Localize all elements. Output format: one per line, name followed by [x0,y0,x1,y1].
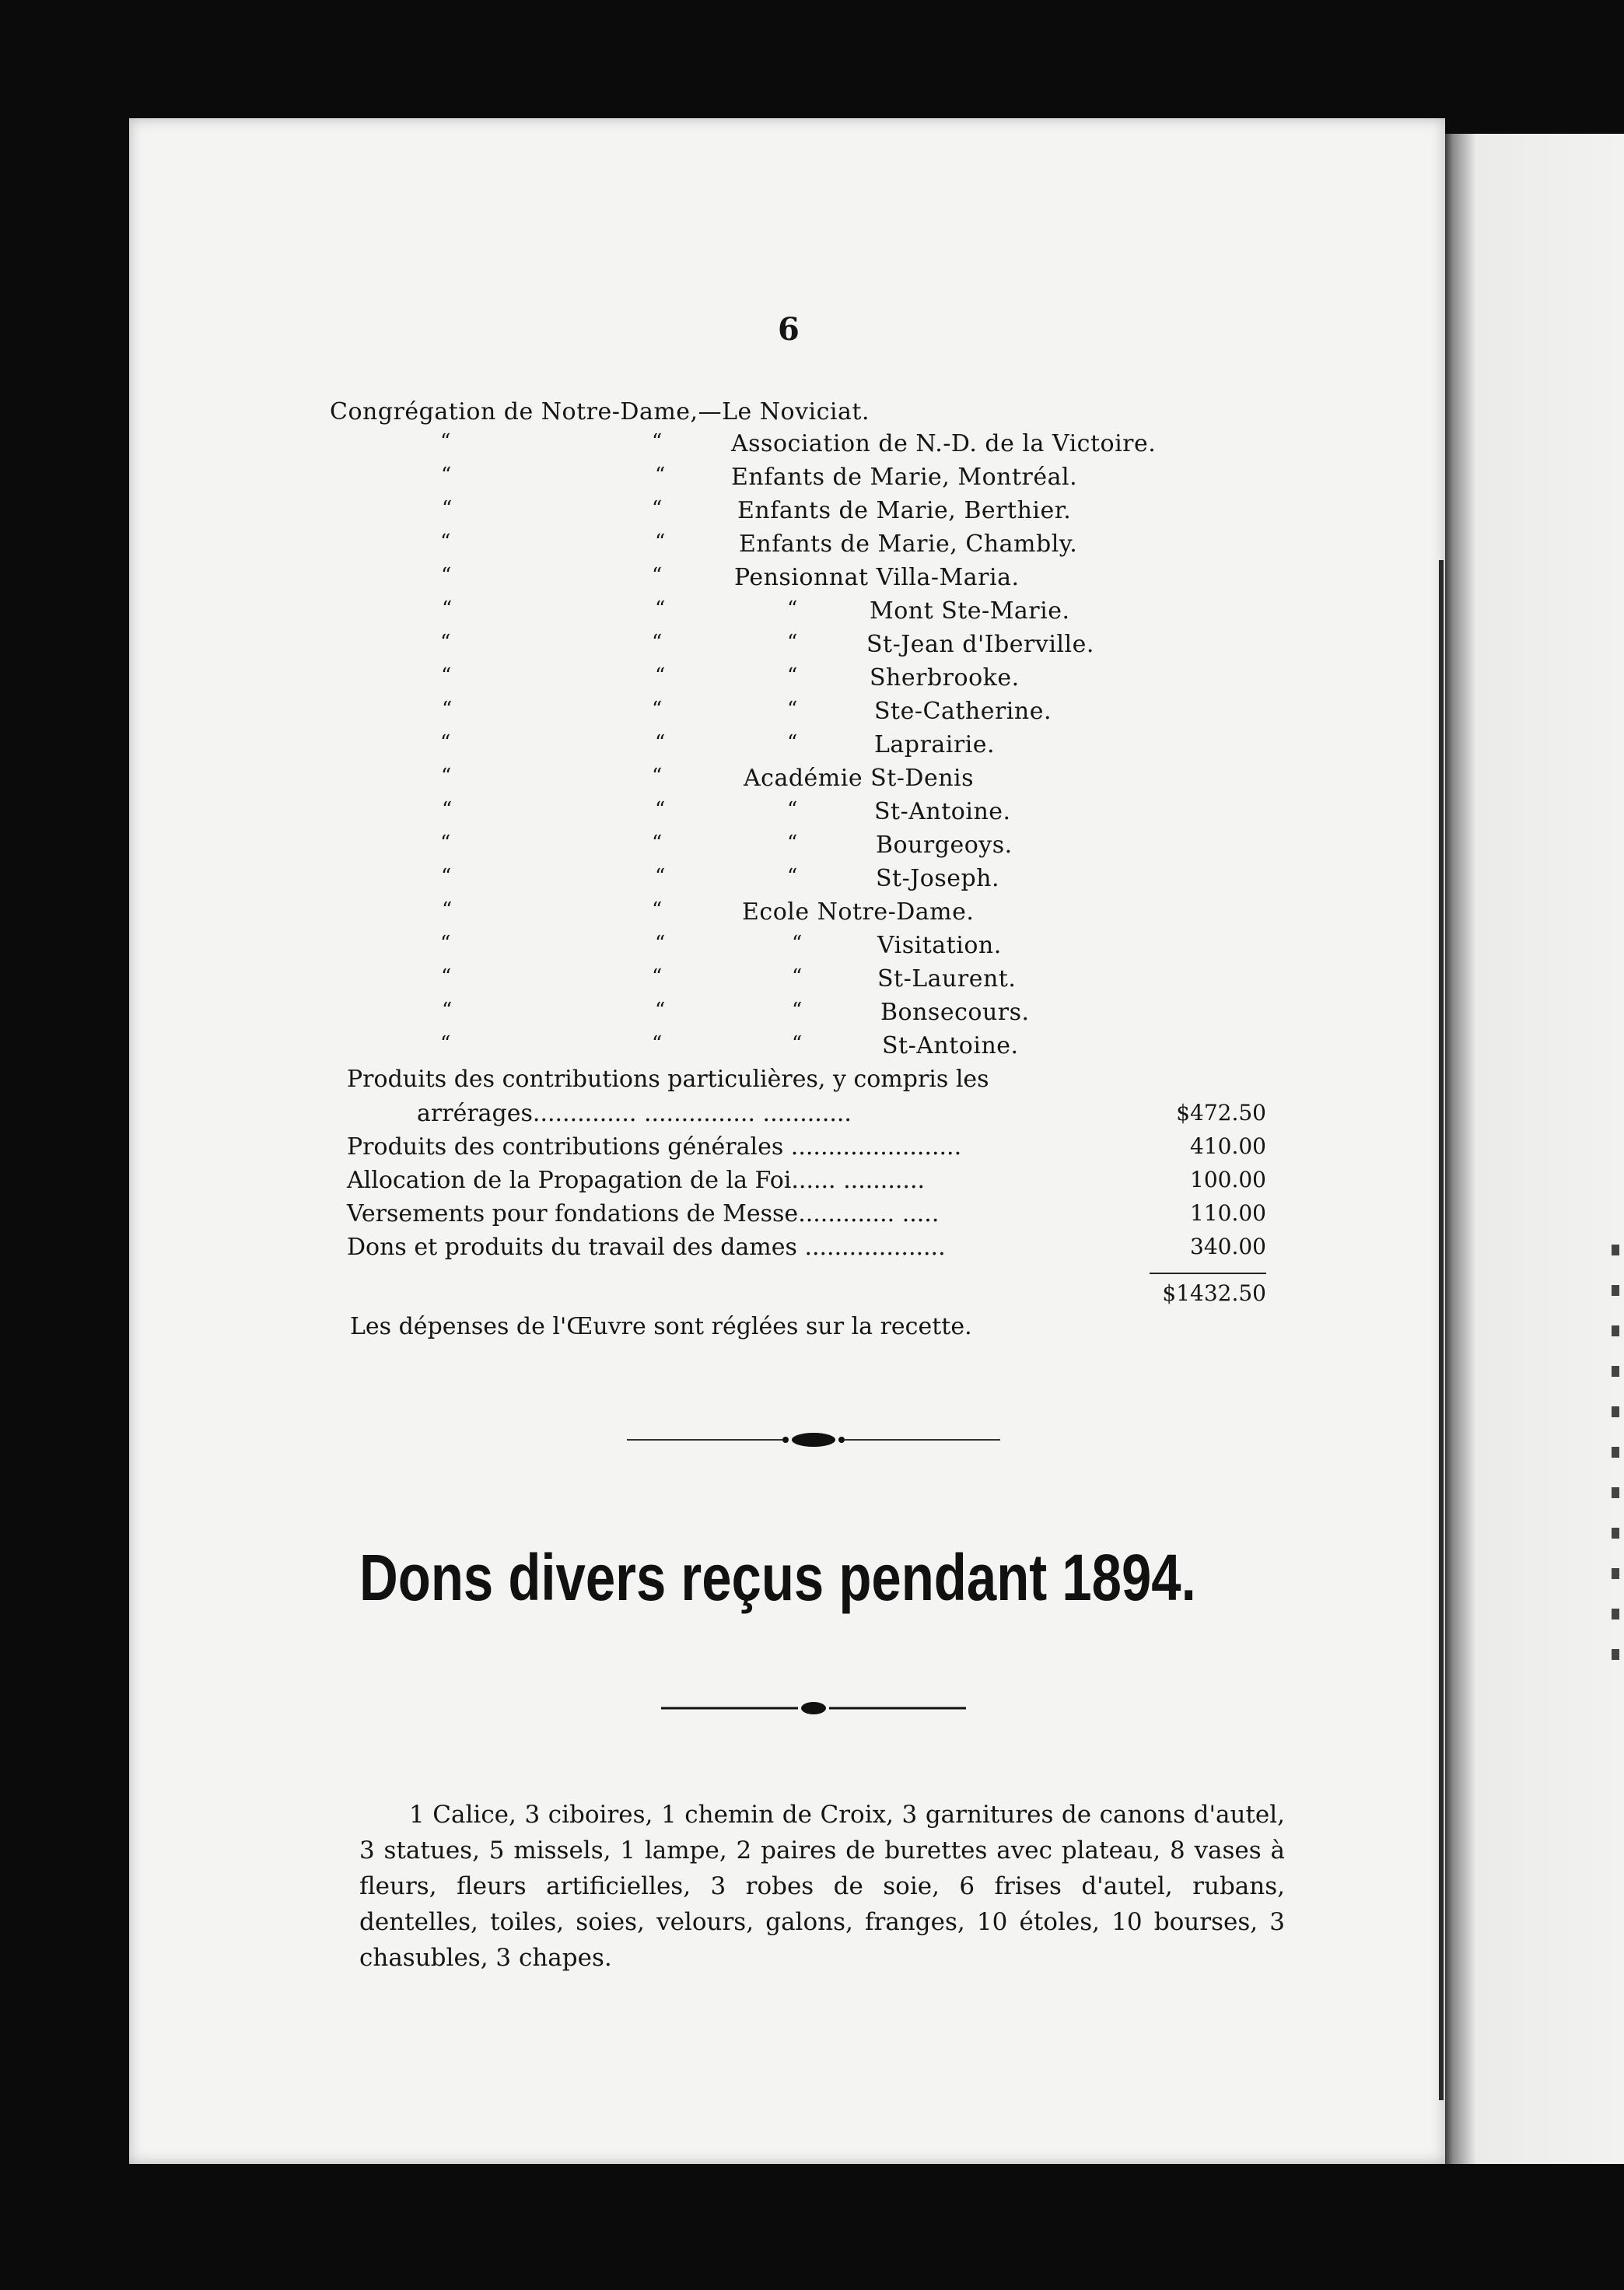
ditto-mark: “ [442,798,453,821]
ditto-mark: “ [655,865,666,888]
list-item: Enfants de Marie, Berthier. [737,497,1072,524]
list-item: Pensionnat Villa-Maria. [734,564,1020,591]
ditto-mark: “ [652,698,663,721]
list-item: Association de N.-D. de la Victoire. [731,430,1157,457]
facing-page-numbers [1612,1245,1622,1689]
ditto-mark: “ [792,965,803,989]
ditto-mark: “ [652,965,663,989]
finance-total: $1432.50 [1162,1280,1266,1306]
ditto-mark: “ [442,999,453,1022]
header-line: Congrégation de Notre-Dame,—Le Noviciat. [330,398,870,425]
finance-line-2: Produits des contributions générales ....................... [347,1133,962,1161]
list-item: St-Laurent. [877,965,1017,993]
ditto-mark: “ [440,731,451,755]
ditto-mark: “ [787,698,798,721]
ditto-mark: “ [655,664,666,688]
ditto-mark: “ [787,832,798,855]
ditto-mark: “ [440,1032,451,1056]
ornament-divider-bottom [661,1699,966,1718]
ditto-mark: “ [440,832,451,855]
ditto-mark: “ [440,631,451,654]
page-number: 6 [778,311,800,348]
ditto-mark: “ [652,832,663,855]
ditto-mark: “ [441,865,452,888]
ditto-mark: “ [792,1032,803,1056]
list-item: Ecole Notre-Dame. [742,898,975,926]
list-item: Enfants de Marie, Montréal. [731,464,1078,491]
ditto-mark: “ [440,430,451,453]
list-item: Bourgeoys. [876,832,1013,859]
finance-amount-2: 410.00 [1190,1133,1266,1159]
list-item: Enfants de Marie, Chambly. [739,530,1078,558]
ditto-mark: “ [442,597,453,621]
finance-line-5: Dons et produits du travail des dames ................... [347,1234,946,1261]
facing-page-edge [1445,134,1624,2164]
ditto-mark: “ [652,898,663,922]
list-item: Bonsecours. [880,999,1030,1026]
ditto-mark: “ [655,731,666,755]
list-item: Académie St-Denis [744,765,975,792]
list-item: St-Antoine. [882,1032,1019,1059]
section-title: Dons divers reçus pendant 1894. [359,1541,1196,1614]
list-item: Sherbrooke. [870,664,1020,692]
ditto-mark: “ [442,898,453,922]
ditto-mark: “ [792,999,803,1022]
ditto-mark: “ [440,932,451,955]
ditto-mark: “ [652,765,663,788]
ditto-mark: “ [652,564,663,587]
ditto-mark: “ [787,631,798,654]
ditto-mark: “ [442,497,453,520]
ditto-mark: “ [787,664,798,688]
finance-amount-3: 100.00 [1190,1167,1266,1192]
ditto-mark: “ [655,932,666,955]
list-item: Laprairie. [874,731,996,758]
ditto-mark: “ [655,597,666,621]
ditto-mark: “ [652,631,663,654]
ditto-mark: “ [652,497,663,520]
ditto-mark: “ [652,430,663,453]
ditto-mark: “ [787,865,798,888]
ditto-mark: “ [787,798,798,821]
ditto-mark: “ [787,731,798,755]
ditto-mark: “ [441,965,452,989]
finance-line-3: Allocation de la Propagation de la Foi...... ........... [347,1167,926,1194]
ornament-divider-top [627,1428,1000,1451]
list-item: St-Joseph. [876,865,1000,892]
list-item: Visitation. [877,932,1002,959]
list-item: Ste-Catherine. [874,698,1052,725]
ditto-mark: “ [442,698,453,721]
ditto-mark: “ [441,765,452,788]
finance-amount-4: 110.00 [1190,1200,1266,1226]
donations-paragraph: 1 Calice, 3 ciboires, 1 chemin de Croix, 3 garnitures de canons d'autel, 3 statues, 5 missels, 1 lampe, 2 paires de burettes avec plateau, 8 vases à fleurs, fleurs artificielles, 3 robes de soie, 6 frises d'autel, rubans, dentelles, toiles, soies, velours, galons, franges, 10 étoles, 10 bourses, 3 chasubles, 3 chapes. [359,1801,1285,1972]
page-spine-shadow [1439,560,1444,2100]
ditto-mark: “ [787,597,798,621]
ditto-mark: “ [441,464,452,487]
ditto-mark: “ [655,999,666,1022]
finance-line-4: Versements pour fondations de Messe............. ..... [347,1200,940,1227]
ditto-mark: “ [655,798,666,821]
ditto-mark: “ [655,530,666,554]
ditto-mark: “ [440,530,451,554]
ditto-mark: “ [792,932,803,955]
sum-rule [1150,1273,1266,1274]
ditto-mark: “ [441,664,452,688]
finance-line-1a: Produits des contributions particulières, y compris les [347,1066,989,1093]
finance-line-1b: arrérages.............. ............... ............ [417,1100,852,1127]
ditto-mark: “ [652,1032,663,1056]
finance-amount-5: 340.00 [1190,1234,1266,1259]
list-item: St-Jean d'Iberville. [866,631,1094,658]
list-item: Mont Ste-Marie. [870,597,1070,625]
ditto-mark: “ [655,464,666,487]
expenses-note: Les dépenses de l'Œuvre sont réglées sur la recette. [350,1313,972,1340]
ditto-mark: “ [441,564,452,587]
finance-amount-1: $472.50 [1176,1100,1266,1126]
list-item: St-Antoine. [874,798,1011,825]
